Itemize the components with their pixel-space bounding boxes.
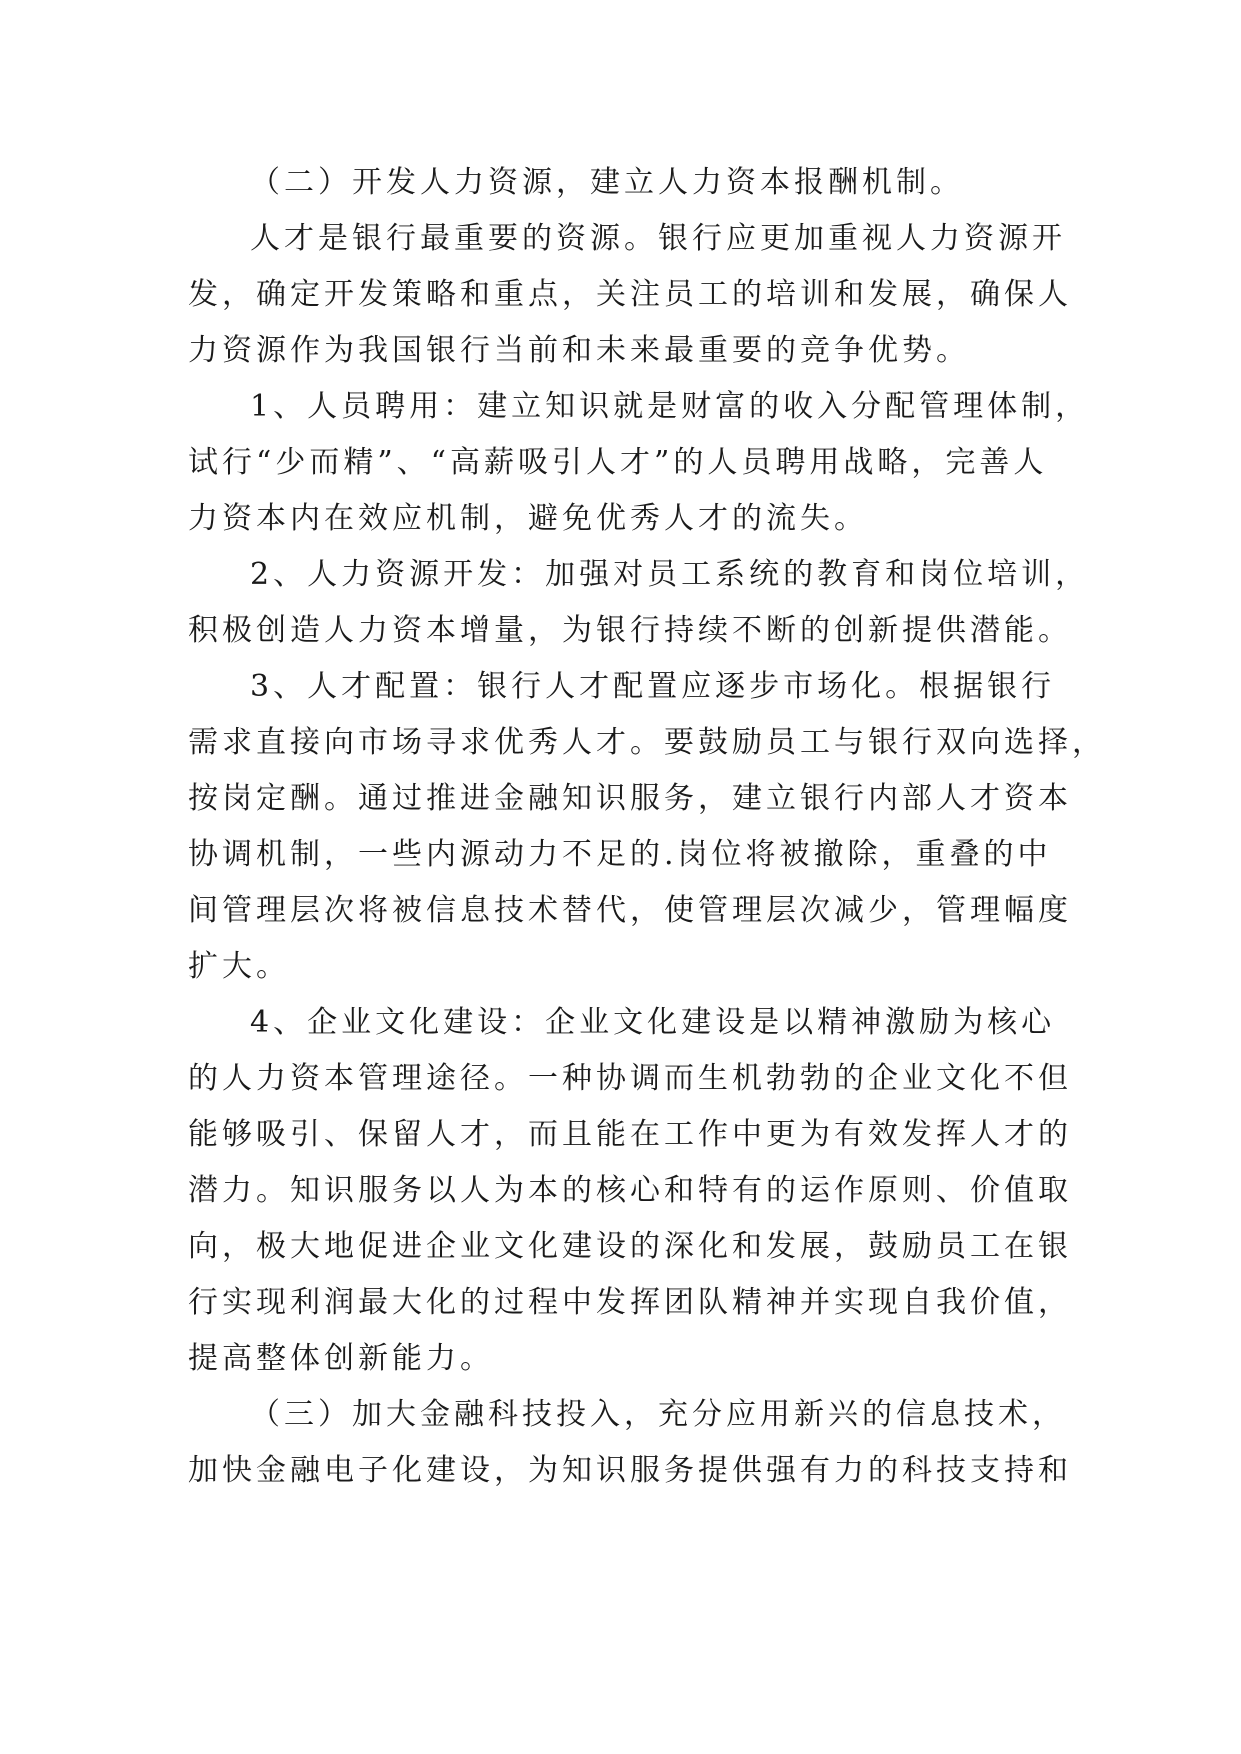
paragraph-line: 需求直接向市场寻求优秀人才。要鼓励员工与银行双向选择， [188,725,1106,760]
paragraph-line: 扩大。 [188,949,290,984]
paragraph-line: 发，确定开发策略和重点，关注员工的培训和发展，确保人 [188,277,1072,312]
paragraph-line: 间管理层次将被信息技术替代，使管理层次减少，管理幅度 [188,893,1072,928]
paragraph-line: 积极创造人力资本增量，为银行持续不断的创新提供潜能。 [188,613,1072,648]
list-item-4-line: 4、企业文化建设：企业文化建设是以精神激励为核心 [250,1005,1056,1040]
paragraph-line: 向，极大地促进企业文化建设的深化和发展，鼓励员工在银 [188,1229,1072,1264]
section-heading-3: （三）加大金融科技投入，充分应用新兴的信息技术， [250,1397,1066,1432]
paragraph-line: 的人力资本管理途径。一种协调而生机勃勃的企业文化不但 [188,1061,1072,1096]
paragraph-line: 加快金融电子化建设，为知识服务提供强有力的科技支持和 [188,1453,1072,1488]
paragraph-line: 试行“少而精”、“高薪吸引人才”的人员聘用战略，完善人 [188,445,1048,480]
paragraph-line: 人才是银行最重要的资源。银行应更加重视人力资源开 [250,221,1066,256]
paragraph-line: 力资本内在效应机制，避免优秀人才的流失。 [188,501,868,536]
paragraph-line: 提高整体创新能力。 [188,1341,494,1376]
paragraph-line: 按岗定酬。通过推进金融知识服务，建立银行内部人才资本 [188,781,1072,816]
list-item-2-line: 2、人力资源开发：加强对员工系统的教育和岗位培训， [250,557,1090,592]
paragraph-line: 潜力。知识服务以人为本的核心和特有的运作原则、价值取 [188,1173,1072,1208]
list-item-1-line: 1、人员聘用：建立知识就是财富的收入分配管理体制， [250,389,1090,424]
list-item-3-line: 3、人才配置：银行人才配置应逐步市场化。根据银行 [250,669,1056,704]
paragraph-line: 力资源作为我国银行当前和未来最重要的竞争优势。 [188,333,970,368]
section-heading-2: （二）开发人力资源，建立人力资本报酬机制。 [250,165,964,200]
paragraph-line: 行实现利润最大化的过程中发挥团队精神并实现自我价值， [188,1285,1072,1320]
paragraph-line: 协调机制，一些内源动力不足的.岗位将被撤除，重叠的中 [188,837,1052,872]
document-body [188,155,1106,1499]
paragraph-line: 能够吸引、保留人才，而且能在工作中更为有效发挥人才的 [188,1117,1072,1152]
